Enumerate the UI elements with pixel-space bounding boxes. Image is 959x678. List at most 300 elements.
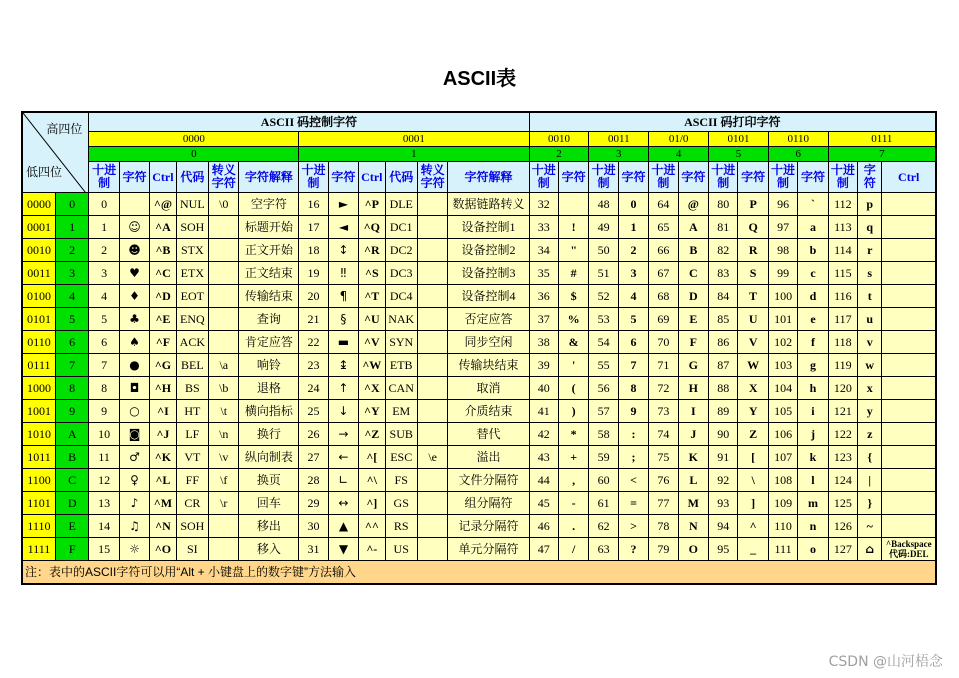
cell-code: GS (385, 492, 417, 515)
cell-desc: 同步空闲 (448, 331, 529, 354)
cell-desc: 标题开始 (239, 216, 299, 239)
cell-ctrl: ^W (359, 354, 385, 377)
cell-dec: 87 (709, 354, 738, 377)
cell-ctrl: ^R (359, 239, 385, 262)
cell-dec: 34 (529, 239, 558, 262)
cell-char: k (798, 446, 828, 469)
cell-ctrl: ^Y (359, 400, 385, 423)
cell-dec: 54 (589, 331, 618, 354)
cell-dec: 123 (828, 446, 857, 469)
cell-code: EM (385, 400, 417, 423)
cell-char: r (858, 239, 882, 262)
cell-dec: 76 (649, 469, 678, 492)
cell-char (119, 193, 149, 216)
cell-char: P (738, 193, 768, 216)
cell-char: ◙ (119, 423, 149, 446)
cell-desc: 设备控制2 (448, 239, 529, 262)
cell-ctrl: ^O (150, 538, 176, 561)
cell-char: O (678, 538, 708, 561)
cell-char: [ (738, 446, 768, 469)
cell-char: ○ (119, 400, 149, 423)
cell-dec: 60 (589, 469, 618, 492)
cell-char: ► (328, 193, 358, 216)
cell-code: DC1 (385, 216, 417, 239)
cell-char: ♪ (119, 492, 149, 515)
cell-char: ' (558, 354, 588, 377)
cell-char: C (678, 262, 708, 285)
row-hex: A (55, 423, 88, 446)
cell-char: Z (738, 423, 768, 446)
cell-dec: 99 (768, 262, 797, 285)
cell-desc: 取消 (448, 377, 529, 400)
cell-dec: 47 (529, 538, 558, 561)
col-header-dec: 十进制 (709, 162, 738, 193)
cell-char: 9 (618, 400, 648, 423)
high-hex-0: 0 (89, 147, 299, 162)
cell-char: < (618, 469, 648, 492)
high-hex-5: 5 (709, 147, 769, 162)
cell-char: X (738, 377, 768, 400)
cell-char: ● (119, 354, 149, 377)
cell-dec: 37 (529, 308, 558, 331)
cell-dec: 88 (709, 377, 738, 400)
cell-ctrl: ^Q (359, 216, 385, 239)
table-row (22, 216, 936, 239)
cell-ctrl: ^V (359, 331, 385, 354)
col-header-char: 字符 (858, 162, 882, 193)
cell-ctrl: ^K (150, 446, 176, 469)
cell-ctrl: ^A (150, 216, 176, 239)
col-header-char: 字符 (119, 162, 149, 193)
table-row (22, 308, 936, 331)
cell-dec: 75 (649, 446, 678, 469)
cell-ctrl: ^I (150, 400, 176, 423)
cell-ctrl: ^^ (359, 515, 385, 538)
table-row (22, 446, 936, 469)
cell-ctrl: ^E (150, 308, 176, 331)
cell-dec: 74 (649, 423, 678, 446)
cell-dec: 17 (299, 216, 328, 239)
cell-ctrl: ^C (150, 262, 176, 285)
cell-dec: 109 (768, 492, 797, 515)
cell-code: ENQ (176, 308, 208, 331)
cell-char: Y (738, 400, 768, 423)
cell-char: e (798, 308, 828, 331)
cell-dec: 95 (709, 538, 738, 561)
cell-char: ~ (858, 515, 882, 538)
cell-dec: 56 (589, 377, 618, 400)
cell-desc: 传输块结束 (448, 354, 529, 377)
table-row (22, 538, 936, 561)
cell-dec: 6 (89, 331, 119, 354)
cell-esc (417, 400, 447, 423)
cell-char: ⌂ (858, 538, 882, 561)
cell-char: ☺ (119, 216, 149, 239)
cell-esc: \t (209, 400, 239, 423)
cell-char: @ (678, 193, 708, 216)
cell-ctrl: ^P (359, 193, 385, 216)
col-header-esc: 转义字符 (417, 162, 447, 193)
cell-esc (417, 216, 447, 239)
cell-dec: 98 (768, 239, 797, 262)
cell-desc: 响铃 (239, 354, 299, 377)
cell-dec: 59 (589, 446, 618, 469)
cell-dec: 80 (709, 193, 738, 216)
cell-dec: 19 (299, 262, 328, 285)
cell-char: ↔ (328, 492, 358, 515)
cell-ctrl: ^D (150, 285, 176, 308)
cell-code: LF (176, 423, 208, 446)
cell-ctrl (882, 239, 936, 262)
cell-char: " (558, 239, 588, 262)
cell-desc: 回车 (239, 492, 299, 515)
col-header-esc: 转义字符 (209, 162, 239, 193)
cell-dec: 96 (768, 193, 797, 216)
cell-char: > (618, 515, 648, 538)
table-row (22, 469, 936, 492)
cell-ctrl (882, 446, 936, 469)
cell-esc (417, 492, 447, 515)
cell-dec: 127 (828, 538, 857, 561)
cell-dec: 15 (89, 538, 119, 561)
cell-code: US (385, 538, 417, 561)
cell-char: h (798, 377, 828, 400)
cell-dec: 52 (589, 285, 618, 308)
row-hex: 5 (55, 308, 88, 331)
cell-char: V (738, 331, 768, 354)
cell-char: n (798, 515, 828, 538)
cell-ctrl: ^H (150, 377, 176, 400)
cell-esc: \0 (209, 193, 239, 216)
cell-char: x (858, 377, 882, 400)
cell-dec: 30 (299, 515, 328, 538)
cell-char: % (558, 308, 588, 331)
cell-char: ♫ (119, 515, 149, 538)
cell-desc: 换行 (239, 423, 299, 446)
cell-char: - (558, 492, 588, 515)
cell-char: \ (738, 469, 768, 492)
cell-char: ↑ (328, 377, 358, 400)
cell-dec: 71 (649, 354, 678, 377)
cell-dec: 106 (768, 423, 797, 446)
cell-char: ♂ (119, 446, 149, 469)
cell-code: FF (176, 469, 208, 492)
cell-esc: \n (209, 423, 239, 446)
cell-code: NUL (176, 193, 208, 216)
high-bits-3: 0011 (589, 132, 649, 147)
cell-code: HT (176, 400, 208, 423)
cell-ctrl: ^J (150, 423, 176, 446)
cell-esc (417, 469, 447, 492)
cell-dec: 82 (709, 239, 738, 262)
table-row (22, 285, 936, 308)
cell-desc: 否定应答 (448, 308, 529, 331)
cell-dec: 86 (709, 331, 738, 354)
cell-desc: 移出 (239, 515, 299, 538)
cell-ctrl: ^B (150, 239, 176, 262)
cell-char: T (738, 285, 768, 308)
cell-char: ◄ (328, 216, 358, 239)
cell-char: j (798, 423, 828, 446)
cell-dec: 36 (529, 285, 558, 308)
cell-code: SOH (176, 216, 208, 239)
col-header-char: 字符 (328, 162, 358, 193)
cell-char: 5 (618, 308, 648, 331)
cell-code: SI (176, 538, 208, 561)
cell-ctrl: ^F (150, 331, 176, 354)
cell-dec: 18 (299, 239, 328, 262)
row-hex: C (55, 469, 88, 492)
cell-char: 1 (618, 216, 648, 239)
cell-char: D (678, 285, 708, 308)
col-header-char: 字符 (738, 162, 768, 193)
cell-char: { (858, 446, 882, 469)
cell-char: ( (558, 377, 588, 400)
cell-char: ← (328, 446, 358, 469)
cell-code: VT (176, 446, 208, 469)
cell-desc: 查询 (239, 308, 299, 331)
cell-char: ☻ (119, 239, 149, 262)
cell-desc: 设备控制4 (448, 285, 529, 308)
cell-ctrl (882, 216, 936, 239)
cell-char: o (798, 538, 828, 561)
cell-dec: 64 (649, 193, 678, 216)
cell-char: q (858, 216, 882, 239)
cell-char: + (558, 446, 588, 469)
cell-dec: 28 (299, 469, 328, 492)
cell-dec: 79 (649, 538, 678, 561)
col-header-char: 字符 (798, 162, 828, 193)
cell-ctrl (882, 193, 936, 216)
cell-char: ) (558, 400, 588, 423)
cell-dec: 22 (299, 331, 328, 354)
col-header-code: 代码 (385, 162, 417, 193)
table-row (22, 492, 936, 515)
cell-ctrl: ^] (359, 492, 385, 515)
cell-desc: 换页 (239, 469, 299, 492)
cell-char: ` (798, 193, 828, 216)
footnote-row (22, 561, 936, 585)
cell-char: ^ (738, 515, 768, 538)
cell-dec: 16 (299, 193, 328, 216)
high-bits-5: 0101 (709, 132, 769, 147)
cell-dec: 41 (529, 400, 558, 423)
cell-dec: 39 (529, 354, 558, 377)
cell-ctrl (882, 262, 936, 285)
cell-esc: \v (209, 446, 239, 469)
cell-dec: 43 (529, 446, 558, 469)
row-hex: B (55, 446, 88, 469)
page-title: ASCII表 (442, 68, 517, 90)
cell-desc: 移入 (239, 538, 299, 561)
cell-char: ▬ (328, 331, 358, 354)
cell-dec: 0 (89, 193, 119, 216)
cell-char: J (678, 423, 708, 446)
col-header-ctrl: Ctrl (882, 162, 936, 193)
cell-code: RS (385, 515, 417, 538)
cell-dec: 24 (299, 377, 328, 400)
cell-char: U (738, 308, 768, 331)
row-hex: E (55, 515, 88, 538)
cell-desc: 退格 (239, 377, 299, 400)
table-row (22, 193, 936, 216)
row-bin: 1100 (22, 469, 55, 492)
col-header-char: 字符 (558, 162, 588, 193)
cell-char: w (858, 354, 882, 377)
cell-dec: 90 (709, 423, 738, 446)
cell-dec: 58 (589, 423, 618, 446)
cell-code: ACK (176, 331, 208, 354)
row-hex: 8 (55, 377, 88, 400)
cell-esc (417, 193, 447, 216)
cell-ctrl: ^S (359, 262, 385, 285)
cell-dec: 2 (89, 239, 119, 262)
cell-desc: 肯定应答 (239, 331, 299, 354)
cell-dec: 65 (649, 216, 678, 239)
high-hex-7: 7 (828, 147, 936, 162)
cell-desc: 正文结束 (239, 262, 299, 285)
cell-char: 3 (618, 262, 648, 285)
cell-ctrl (882, 492, 936, 515)
cell-dec: 89 (709, 400, 738, 423)
cell-dec: 122 (828, 423, 857, 446)
cell-dec: 69 (649, 308, 678, 331)
row-hex: D (55, 492, 88, 515)
cell-dec: 12 (89, 469, 119, 492)
printable-section-header: ASCII 码打印字符 (529, 112, 936, 132)
cell-dec: 8 (89, 377, 119, 400)
cell-char: I (678, 400, 708, 423)
cell-desc: 文件分隔符 (448, 469, 529, 492)
cell-char: y (858, 400, 882, 423)
row-bin: 1111 (22, 538, 55, 561)
cell-dec: 72 (649, 377, 678, 400)
cell-dec: 107 (768, 446, 797, 469)
cell-code: DLE (385, 193, 417, 216)
row-hex: 2 (55, 239, 88, 262)
cell-char: | (858, 469, 882, 492)
cell-char: ◘ (119, 377, 149, 400)
cell-desc: 介质结束 (448, 400, 529, 423)
col-header-dec: 十进制 (649, 162, 678, 193)
cell-char: } (858, 492, 882, 515)
cell-dec: 70 (649, 331, 678, 354)
cell-char: R (738, 239, 768, 262)
cell-desc: 记录分隔符 (448, 515, 529, 538)
cell-ctrl (882, 515, 936, 538)
cell-dec: 101 (768, 308, 797, 331)
cell-char: G (678, 354, 708, 377)
cell-dec: 73 (649, 400, 678, 423)
cell-char: s (858, 262, 882, 285)
cell-char: : (618, 423, 648, 446)
cell-char: 0 (618, 193, 648, 216)
high-bits-0000: 0000 (89, 132, 299, 147)
del-note: ^Backspace 代码:DEL (882, 538, 936, 561)
row-hex: 9 (55, 400, 88, 423)
col-header-ctrl: Ctrl (359, 162, 385, 193)
col-header-dec: 十进制 (529, 162, 558, 193)
cell-dec: 84 (709, 285, 738, 308)
cell-dec: 23 (299, 354, 328, 377)
row-hex: F (55, 538, 88, 561)
cell-dec: 50 (589, 239, 618, 262)
cell-code: ETB (385, 354, 417, 377)
cell-dec: 33 (529, 216, 558, 239)
cell-char: ♠ (119, 331, 149, 354)
cell-esc (417, 239, 447, 262)
cell-char: * (558, 423, 588, 446)
cell-esc (209, 285, 239, 308)
cell-char: E (678, 308, 708, 331)
cell-dec: 91 (709, 446, 738, 469)
cell-char: ¶ (328, 285, 358, 308)
high-bits-label: 高四位 (46, 122, 83, 136)
cell-esc (417, 538, 447, 561)
cell-dec: 112 (828, 193, 857, 216)
cell-char: ☼ (119, 538, 149, 561)
cell-dec: 102 (768, 331, 797, 354)
cell-char: H (678, 377, 708, 400)
cell-char: g (798, 354, 828, 377)
cell-code: DC2 (385, 239, 417, 262)
cell-ctrl: ^Z (359, 423, 385, 446)
cell-char: ♀ (119, 469, 149, 492)
cell-dec: 110 (768, 515, 797, 538)
cell-dec: 83 (709, 262, 738, 285)
cell-esc (417, 331, 447, 354)
cell-code: EOT (176, 285, 208, 308)
row-bin: 0001 (22, 216, 55, 239)
row-bin: 0100 (22, 285, 55, 308)
cell-esc (417, 308, 447, 331)
cell-dec: 121 (828, 400, 857, 423)
table-row (22, 377, 936, 400)
high-hex-4: 4 (649, 147, 709, 162)
cell-char: M (678, 492, 708, 515)
cell-dec: 49 (589, 216, 618, 239)
cell-esc: \f (209, 469, 239, 492)
cell-char: L (678, 469, 708, 492)
cell-dec: 66 (649, 239, 678, 262)
cell-ctrl: ^\ (359, 469, 385, 492)
cell-char: d (798, 285, 828, 308)
row-bin: 1110 (22, 515, 55, 538)
row-bin: 0011 (22, 262, 55, 285)
cell-char: u (858, 308, 882, 331)
cell-dec: 31 (299, 538, 328, 561)
row-hex: 1 (55, 216, 88, 239)
cell-ctrl (882, 331, 936, 354)
cell-ctrl (882, 400, 936, 423)
cell-dec: 44 (529, 469, 558, 492)
cell-desc: 横向指标 (239, 400, 299, 423)
cell-char: a (798, 216, 828, 239)
col-header-dec: 十进制 (89, 162, 119, 193)
cell-dec: 68 (649, 285, 678, 308)
cell-dec: 114 (828, 239, 857, 262)
cell-dec: 42 (529, 423, 558, 446)
cell-char: i (798, 400, 828, 423)
cell-char: ♣ (119, 308, 149, 331)
cell-esc (417, 354, 447, 377)
high-hex-1: 1 (299, 147, 529, 162)
cell-dec: 61 (589, 492, 618, 515)
cell-dec: 4 (89, 285, 119, 308)
cell-dec: 14 (89, 515, 119, 538)
high-hex-3: 3 (589, 147, 649, 162)
cell-dec: 124 (828, 469, 857, 492)
